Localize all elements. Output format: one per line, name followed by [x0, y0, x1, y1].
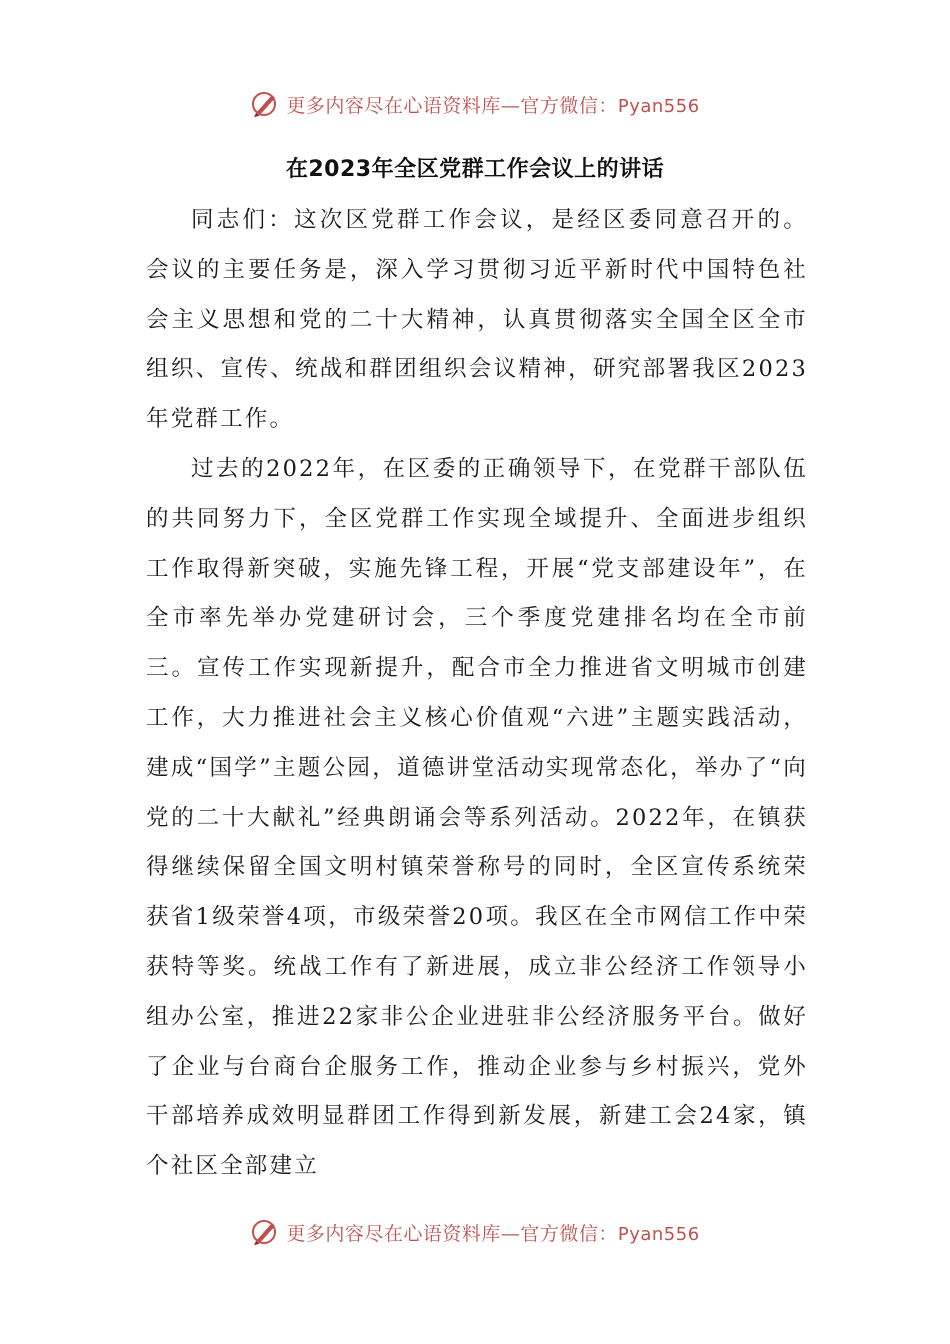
pen-circle-icon	[250, 1217, 280, 1247]
document-title: 在2023年全区党群工作会议上的讲话	[285, 157, 665, 182]
paragraph: 同志们：这次区党群工作会议，是经区委同意召开的。会议的主要任务是，深入学习贯彻习近平新时代中国特色社会主义思想和党的二十大精神，认真贯彻落实全国全区全市组织、宣传、统战和群团组织会议精神，研究部署我区2023年党群工作。	[146, 207, 808, 433]
watermark-text: 更多内容尽在心语资料库—官方微信：Pyan556	[286, 1222, 700, 1245]
document-body	[146, 196, 808, 1192]
footer-watermark	[0, 1212, 950, 1252]
watermark-text: 更多内容尽在心语资料库—官方微信：Pyan556	[286, 94, 700, 117]
paragraph: 过去的2022年，在区委的正确领导下，在党群干部队伍的共同努力下，全区党群工作实现全域提升、全面进步组织工作取得新突破，实施先锋工程，开展“党支部建设年”，在全市率先举办党建研讨会，三个季度党建排名均在全市前三。宣传工作实现新提升，配合市全力推进省文明城市创建工作，大力推进社会主义核心价值观“六进”主题实践活动，建成“国学”主题公园，道德讲堂活动实现常态化，举办了“向党的二十大献礼”经典朗诵会等系列活动。2022年，在镇获得继续保留全国文明村镇荣誉称号的同时，全区宣传系统荣获省1级荣誉4项，市级荣誉20项。我区在全市网信工作中荣获特等奖。统战工作有了新进展，成立非公经济工作领导小组办公室，推进22家非公企业进驻非公经济服务平台。做好了企业与台商台企服务工作，推动企业参与乡村振兴，党外干部培养成效明显群团工作得到新发展，新建工会24家，镇个社区全部建立	[146, 455, 808, 1180]
header-watermark	[0, 84, 950, 124]
pen-circle-icon	[250, 89, 280, 119]
